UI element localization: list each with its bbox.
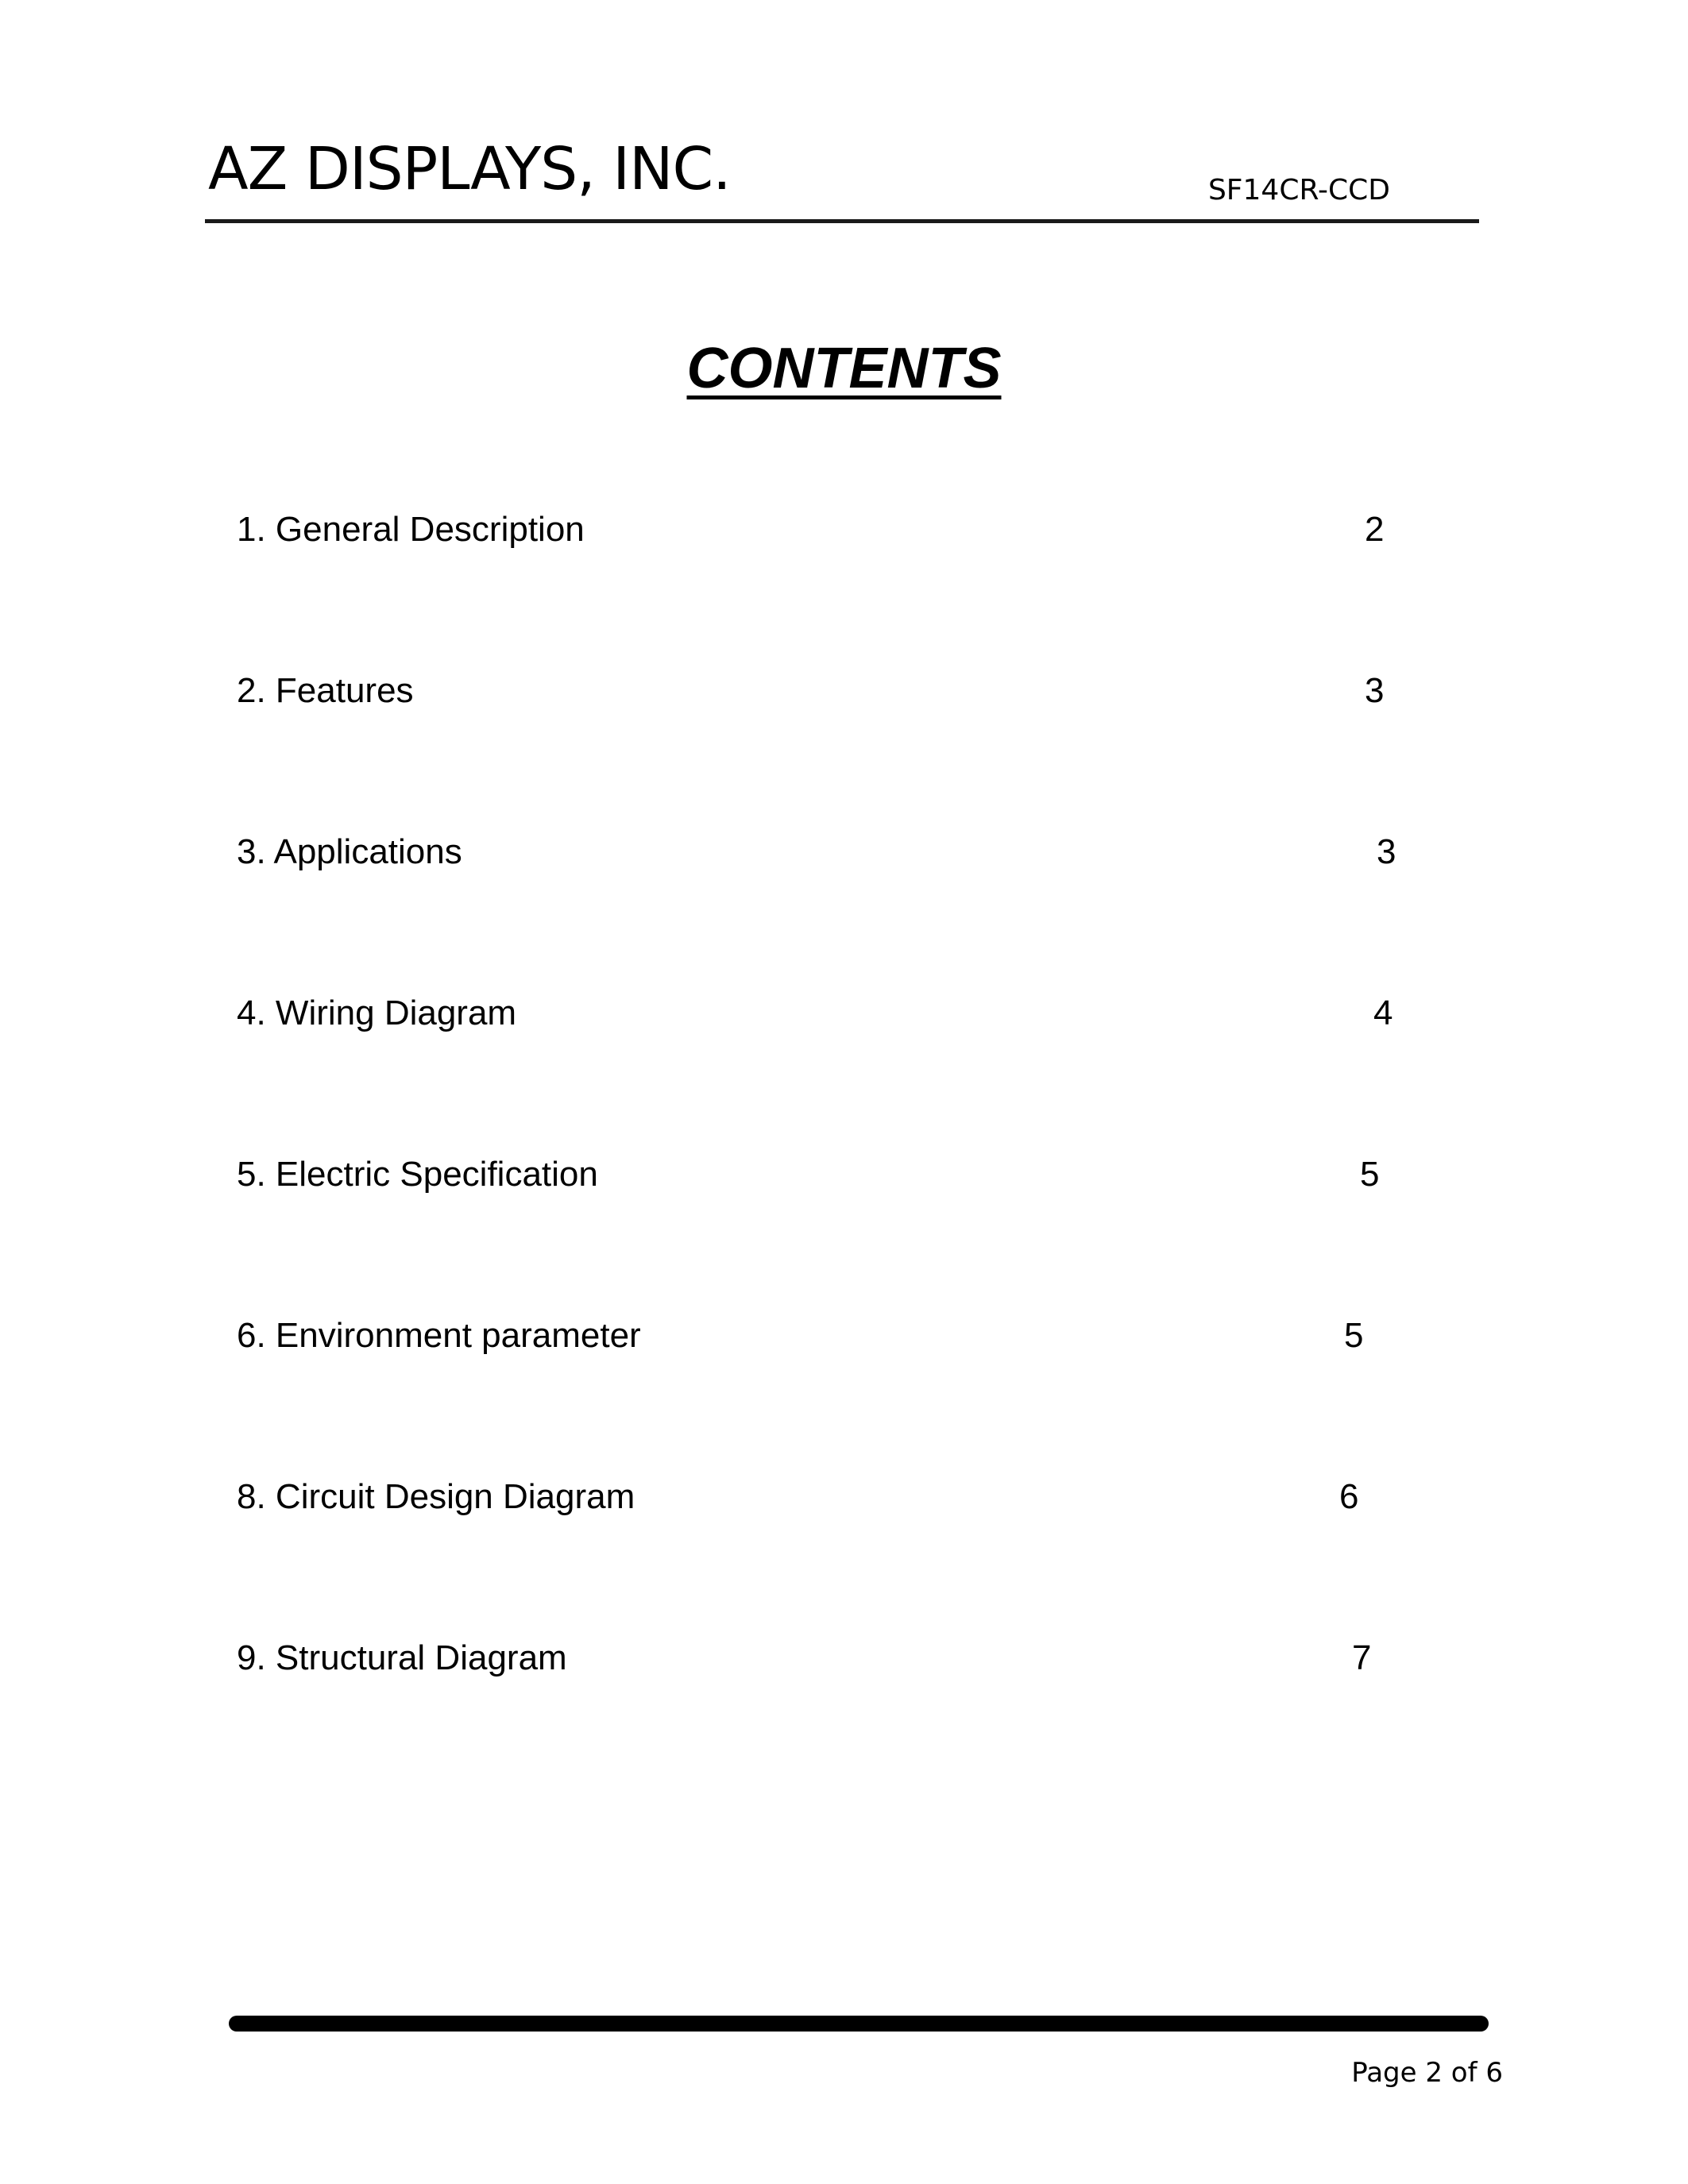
toc-row bbox=[0, 828, 1688, 876]
toc-label: 3. Applications bbox=[237, 832, 462, 871]
toc-row bbox=[0, 667, 1688, 715]
header-divider bbox=[205, 219, 1479, 223]
toc-label: 1. General Description bbox=[237, 510, 585, 549]
toc-label: 2. Features bbox=[237, 671, 414, 710]
toc-page-number: 3 bbox=[1377, 832, 1396, 871]
toc-row bbox=[0, 990, 1688, 1037]
document-code: SF14CR-CCD bbox=[1207, 174, 1390, 206]
toc-page-number: 7 bbox=[1352, 1638, 1372, 1677]
company-name: AZ DISPLAYS, INC. bbox=[208, 135, 731, 203]
toc-page-number: 3 bbox=[1365, 671, 1385, 710]
contents-title: CONTENTS bbox=[686, 337, 1002, 400]
toc-page-number: 6 bbox=[1339, 1477, 1359, 1516]
toc-row bbox=[0, 1473, 1688, 1521]
toc-row bbox=[0, 1634, 1688, 1682]
toc-label: 9. Structural Diagram bbox=[237, 1638, 567, 1677]
footer-divider bbox=[229, 2016, 1489, 2032]
toc-page-number: 5 bbox=[1344, 1316, 1364, 1355]
toc-row bbox=[0, 1151, 1688, 1198]
toc-label: 8. Circuit Design Diagram bbox=[237, 1477, 635, 1516]
toc-row bbox=[0, 1312, 1688, 1360]
toc-label: 6. Environment parameter bbox=[237, 1316, 641, 1355]
toc-page-number: 5 bbox=[1360, 1155, 1380, 1194]
toc-page-number: 2 bbox=[1365, 510, 1385, 549]
page-number: Page 2 of 6 bbox=[1351, 2057, 1503, 2089]
toc-label: 5. Electric Specification bbox=[237, 1155, 598, 1194]
toc-label: 4. Wiring Diagram bbox=[237, 994, 517, 1032]
toc-page-number: 4 bbox=[1373, 994, 1393, 1032]
toc-row bbox=[0, 506, 1688, 554]
